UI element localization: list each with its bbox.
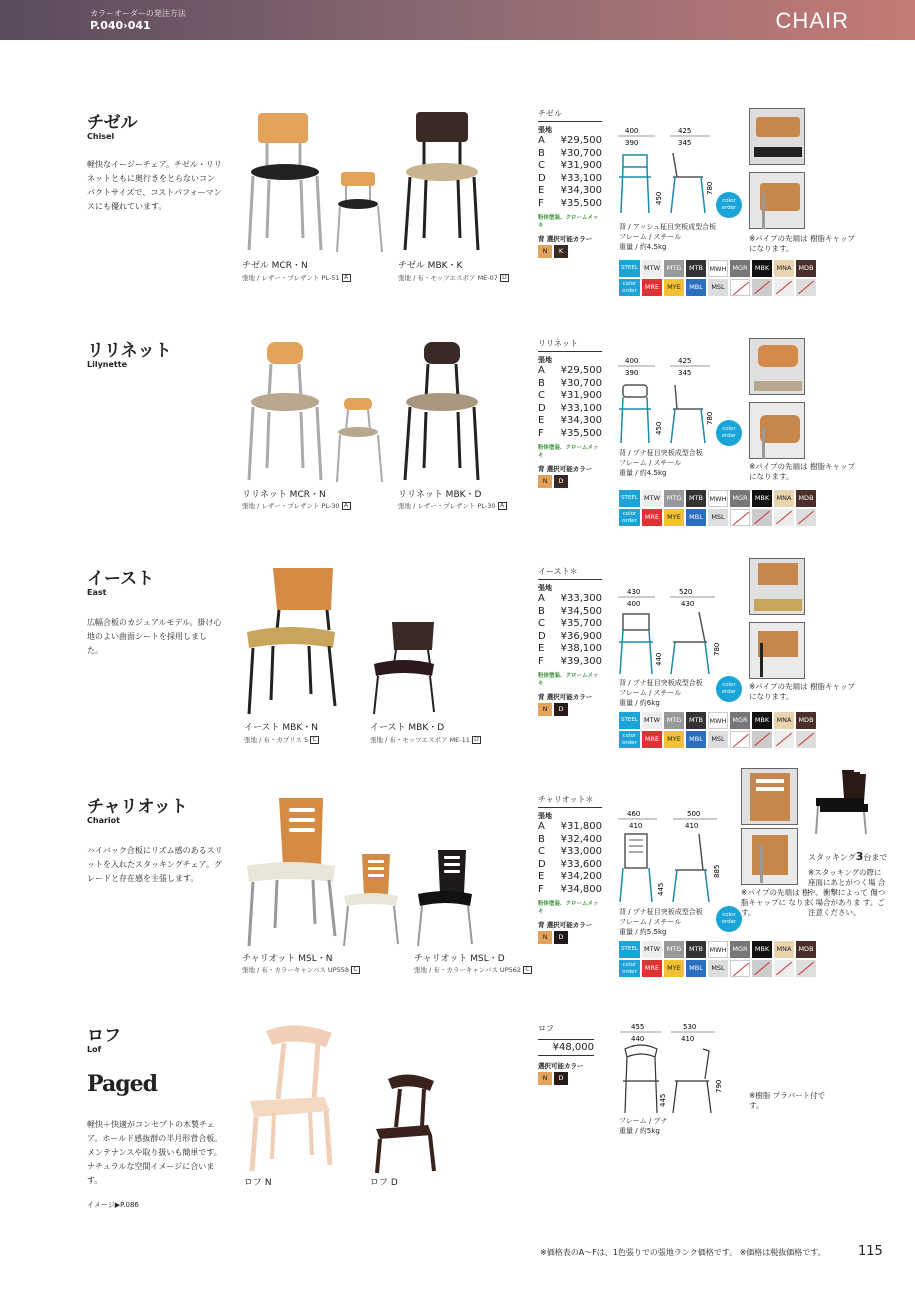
svg-text:410: 410 [681,1035,695,1043]
svg-text:530: 530 [683,1023,697,1031]
chair-image-lof-d [372,1073,438,1175]
product-title: ロフ [87,1026,121,1046]
spec-text: フレーム / ブナ 重量 / 約5kg [619,1117,668,1135]
brand-logo: Paged [87,1071,157,1097]
svg-text:500: 500 [687,810,701,818]
chair-image-msl-n [243,796,339,948]
product-title-en: Chisel [87,132,115,141]
svg-text:400: 400 [625,127,639,135]
product-title-en: Lof [87,1045,102,1054]
product-description: 軽快なイージーチェア。チゼル・リリネットともに奥行きをとらないコンパクトサイズで、コストパフォーマンスにも優れています。 [87,160,222,211]
pipe-note: ※パイプの先端は 樹脂キャップに なります。 [741,888,811,917]
product-title-en: East [87,588,107,597]
svg-text:780: 780 [706,411,714,425]
chair-image-msl-n-small [340,852,402,948]
product-title: リリネット [87,341,172,361]
svg-text:450: 450 [655,191,663,205]
color-grid: STEEL MTW MTG MTB MWH MGR MBK MNA MDB color order MRE MYE MBL MSL [619,712,819,750]
chair-image-mbk-k [400,110,484,255]
chair-image-lof-n [244,1023,336,1173]
chair-image-mbk-d [400,340,484,485]
svg-text:400: 400 [625,357,639,365]
caption-1-fabric: 張地 / レザー・プレザント PL-51 A [242,273,351,282]
product-lilynette [0,330,915,540]
svg-text:780: 780 [713,642,721,656]
svg-text:455: 455 [631,1023,645,1031]
caption-1-fabric: 張地 / レザー・プレザント PL-30 A [242,501,351,510]
detail-photo-1 [741,768,798,825]
svg-text:885: 885 [713,864,721,878]
svg-text:440: 440 [631,1035,645,1043]
detail-photo-2 [749,172,805,229]
svg-text:390: 390 [625,369,639,377]
svg-text:445: 445 [657,882,665,896]
stacking-note: ※スタッキングの際に 座面にあとがつく場 合や、衝撃によって 傷つく場合がありま す。ご注意ください。 [808,868,886,917]
svg-text:430: 430 [681,600,695,608]
caption-2: リリネット MBK・D [398,490,482,500]
svg-text:790: 790 [715,1079,723,1093]
product-description: 軽快＋快適がコンセプトの木製チェア。ホールド感抜群の半月形背合板。メンテナンスや取り扱いも簡単です。ナチュラルな空間イメージに合います。 [87,1120,223,1185]
color-order-badge[interactable]: color order [716,192,742,218]
category-title: CHAIR [775,8,849,33]
caption-1: リリネット MCR・N [242,490,326,500]
product-east [0,558,915,768]
caption-2: チャリオット MSL・D [414,954,505,964]
chair-image-mcr-n-small [334,172,386,254]
page-number: 115 [858,1244,883,1259]
spec-text: 背 / アッシュ柾目突板成型合板 フレーム / スチール 重量 / 約4.5kg [619,223,717,251]
color-order-badge[interactable]: color order [716,906,742,932]
detail-photo-1 [749,108,805,165]
color-order-badge[interactable]: color order [716,420,742,446]
svg-text:780: 780 [706,181,714,195]
chair-image-mcr-n [245,340,325,485]
product-title: チャリオット [87,797,188,817]
resin-note: ※樹脂 プラパート付です。 [749,1091,826,1110]
caption-1: チャリオット MSL・N [242,954,333,964]
dimension-drawing [615,586,740,681]
caption-1: ロフ N [244,1178,272,1188]
price-table: イースト＊ 張地 A ¥33,300 B ¥34,500 C ¥35,700 D ¥36,900 E ¥38,100 F ¥39,300 粉体塗装、クロームメッキ 背 選択可能カラー N D [538,566,602,716]
svg-text:390: 390 [625,139,639,147]
dimension-drawing [615,808,740,908]
stacked-chairs-image [812,768,870,836]
color-order-badge[interactable]: color order [716,676,742,702]
price-table: リリネット 張地 A ¥29,500 B ¥30,700 C ¥31,900 D ¥33,100 E ¥34,300 F ¥35,500 粉体塗装、クロームメッキ 背 選択可能カラー N D [538,338,602,488]
dimension-drawing [615,1021,740,1121]
caption-2-fabric: 張地 / レザー・プレザント PL-30 A [398,501,507,510]
caption-1-fabric: 張地 / 布・カラーキャンバス UP558 C [242,965,360,974]
detail-photo-2 [749,402,805,459]
detail-photo-1 [749,558,805,615]
product-chisel [0,100,915,310]
svg-text:430: 430 [627,588,641,596]
product-title-en: Lilynette [87,360,127,369]
product-description: 広幅合板のカジュアルモデル。掛け心地のよい曲面シートを採用しました。 [87,618,222,655]
pipe-note: ※パイプの先端は 樹脂キャップになります。 [749,462,855,481]
detail-photo-2 [741,828,798,885]
svg-text:440: 440 [655,652,663,666]
color-grid: STEEL MTW MTG MTB MWH MGR MBK MNA MDB color order MRE MYE MBL MSL [619,490,819,528]
price-table: ロフ ¥48,000 選択可能カラー N D [538,1023,594,1085]
caption-2-fabric: 張地 / 布・カラーキャンバス UP562 C [414,965,532,974]
pipe-note: ※パイプの先端は 樹脂キャップになります。 [749,682,855,701]
caption-2-fabric: 張地 / 布・モッツエスポア ME-07 D [398,273,509,282]
chair-image-mcr-n [245,110,325,255]
price-table: チゼル 張地 A ¥29,500 B ¥30,700 C ¥31,900 D ¥33,100 E ¥34,300 F ¥35,500 粉体塗装、クロームメッキ 背 選択可能カラー N K [538,108,602,258]
svg-text:425: 425 [678,357,692,365]
svg-text:460: 460 [627,810,641,818]
pipe-note: ※パイプの先端は 樹脂キャップになります。 [749,234,855,253]
chair-image-mbk-d [370,620,438,716]
product-description: ハイバック合板にリズム感のあるスリットを入れたスタッキングチェア。グレードと存在感を主張します。 [87,846,223,883]
product-lof [0,1015,915,1215]
price-table: チャリオット＊ 張地 A ¥31,800 B ¥32,400 C ¥33,000 D ¥33,600 E ¥34,200 F ¥34,800 粉体塗装、クロームメッキ 背 選択可能カラー N D [538,794,602,944]
svg-text:520: 520 [679,588,693,596]
svg-text:425: 425 [678,127,692,135]
page-reference[interactable]: P.040›041 [90,19,151,32]
product-title: イースト [87,569,155,589]
svg-text:400: 400 [627,600,641,608]
svg-text:450: 450 [655,421,663,435]
image-page-link[interactable]: イメージ▶P.086 [87,1201,139,1209]
detail-photo-2 [749,622,805,679]
caption-2: チゼル MBK・K [398,261,463,271]
page-header [0,0,915,40]
color-grid: STEEL MTW MTG MTB MWH MGR MBK MNA MDB color order MRE MYE MBL MSL [619,941,819,979]
caption-1: チゼル MCR・N [242,261,308,271]
chair-image-msl-d [414,848,476,948]
detail-photo-1 [749,338,805,395]
svg-text:410: 410 [629,822,643,830]
product-chariot [0,786,915,986]
svg-text:345: 345 [678,139,692,147]
caption-2-fabric: 張地 / 布・モッツエスポア ME-11 D [370,735,481,744]
product-title-en: Chariot [87,816,120,825]
product-title: チゼル [87,113,138,133]
stacking-label: スタッキング3台まで [808,850,888,863]
svg-text:410: 410 [685,822,699,830]
caption-1: イースト MBK・N [244,723,318,733]
color-grid: STEEL MTW MTG MTB MWH MGR MBK MNA MDB color order MRE MYE MBL MSL [619,260,819,298]
price-footnote: ※価格表のA〜Fは、1色張りでの張地ランク価格です。 ※価格は税抜価格です。 [540,1248,826,1257]
chair-image-mbk-n [243,566,339,716]
chair-image-mcr-n-small [334,398,386,484]
spec-text: 背 / ブナ柾目突板成型合板 フレーム / スチール 重量 / 約5.5kg [619,908,703,936]
caption-2: イースト MBK・D [370,723,445,733]
caption-1-fabric: 張地 / 布・カプリス 5 C [244,735,319,744]
caption-2: ロフ D [370,1178,398,1188]
order-method-link[interactable]: カラーオーダーの発注方法 [90,9,186,18]
spec-text: 背 / ブナ柾目突板成型合板 フレーム / スチール 重量 / 約6kg [619,679,703,707]
spec-text: 背 / ブナ柾目突板成型合板 フレーム / スチール 重量 / 約4.5kg [619,449,703,477]
svg-text:445: 445 [659,1093,667,1107]
svg-text:345: 345 [678,369,692,377]
